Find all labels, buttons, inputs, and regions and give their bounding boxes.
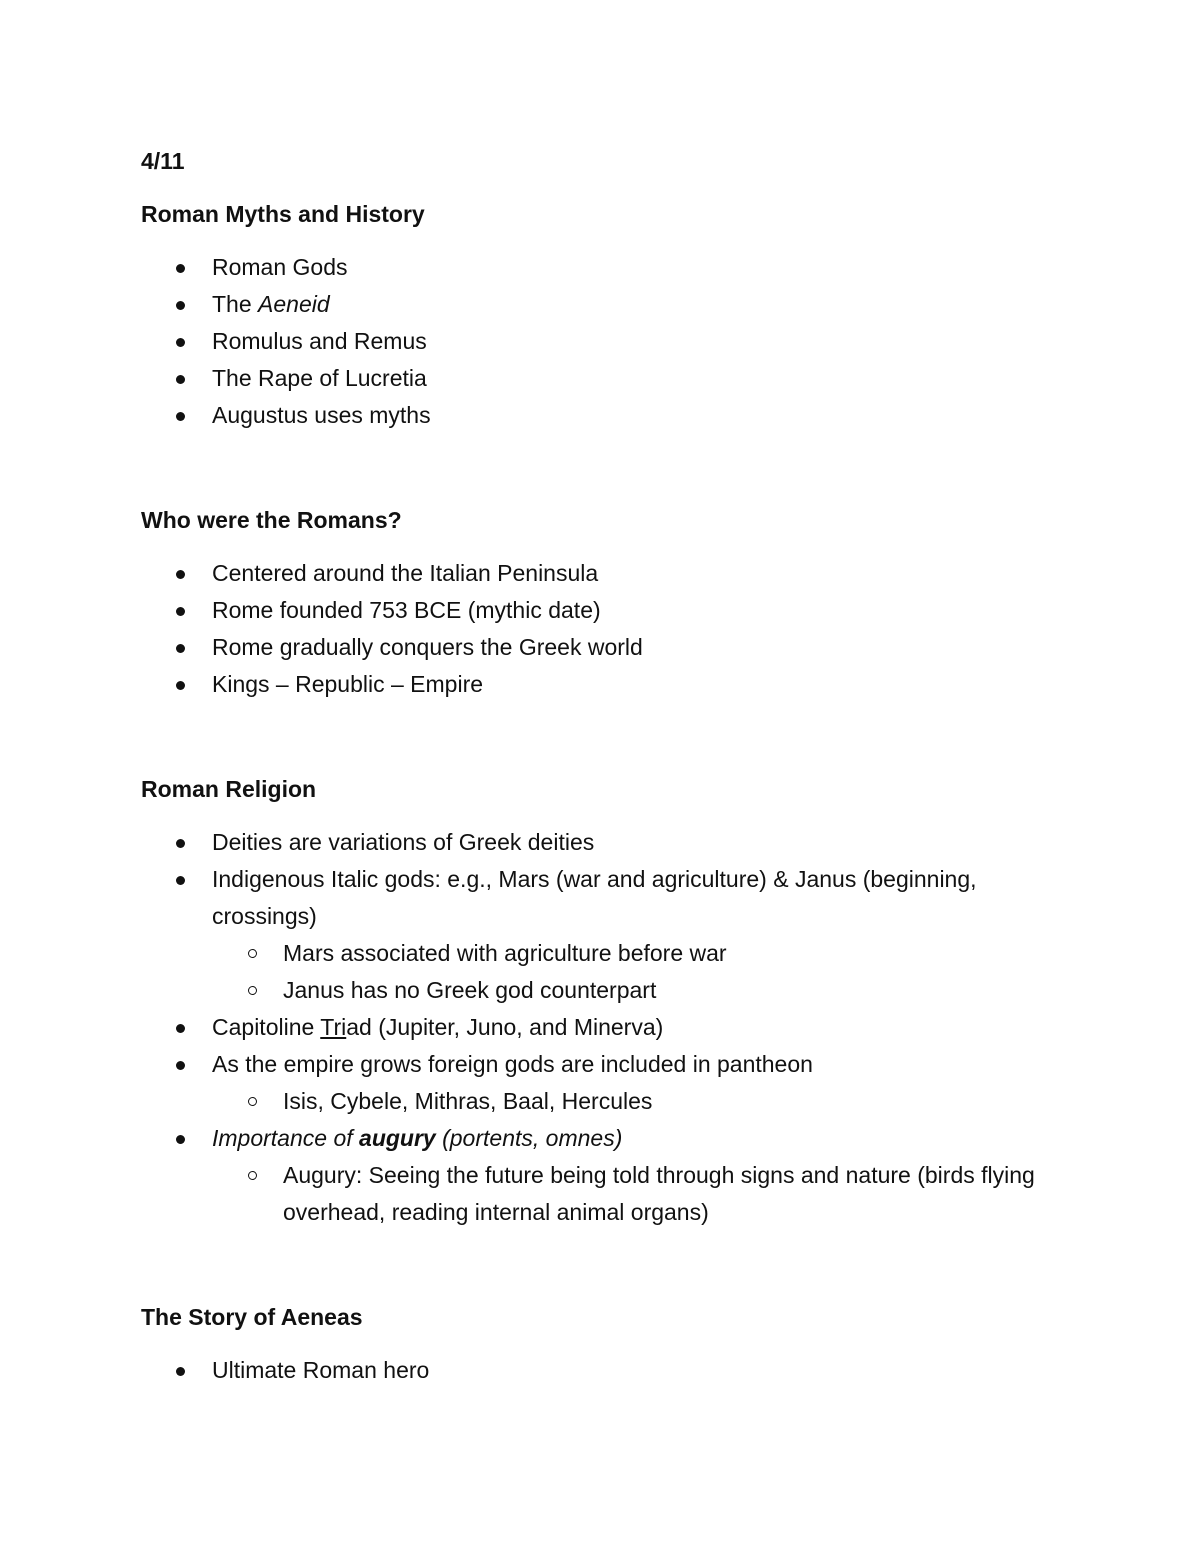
bullet-icon [176, 375, 185, 384]
section-heading-roman-myths: Roman Myths and History [141, 201, 425, 227]
list-item: The Rape of Lucretia [141, 360, 1061, 397]
section-heading-story-of-aeneas: The Story of Aeneas [141, 1304, 363, 1330]
list-item: As the empire grows foreign gods are included in pantheon Isis, Cybele, Mithras, Baal, Hercules [141, 1046, 1061, 1120]
sub-list-italic-gods [212, 935, 1061, 1009]
list-item: Ultimate Roman hero [141, 1352, 1061, 1389]
bullet-list-roman-religion [141, 824, 1061, 1231]
bullet-icon [176, 1135, 185, 1144]
bullet-icon [176, 876, 185, 885]
list-item: Importance of augury (portents, omnes) Augury: Seeing the future being told through signs and nature (birds flying overhead, reading internal animal organs) [141, 1120, 1061, 1231]
bullet-icon [176, 839, 185, 848]
bullet-icon [176, 1367, 185, 1376]
bullet-list-story-of-aeneas [141, 1352, 1061, 1389]
bullet-icon [176, 644, 185, 653]
bullet-icon [176, 607, 185, 616]
date-label: 4/11 [141, 148, 185, 174]
list-item: Rome gradually conquers the Greek world [141, 629, 1061, 666]
notes-body [141, 143, 1061, 1389]
bullet-icon [176, 412, 185, 421]
sub-list-item: Janus has no Greek god counterpart [212, 972, 1061, 1009]
circle-bullet-icon [248, 949, 257, 958]
bullet-icon [176, 1061, 185, 1070]
bullet-icon [176, 1024, 185, 1033]
list-item: Kings – Republic – Empire [141, 666, 1061, 703]
bullet-list-roman-myths [141, 249, 1061, 434]
bullet-list-who-were-romans [141, 555, 1061, 703]
section-heading-who-were-romans: Who were the Romans? [141, 507, 402, 533]
section-heading-roman-religion: Roman Religion [141, 776, 317, 802]
sub-list-augury [212, 1157, 1061, 1231]
sub-list-foreign-gods [212, 1083, 1061, 1120]
list-item: Deities are variations of Greek deities [141, 824, 1061, 861]
sub-list-item: Augury: Seeing the future being told through signs and nature (birds flying overhead, reading internal animal organs) [212, 1157, 1061, 1231]
bullet-icon [176, 338, 185, 347]
list-item: Capitoline Triad (Jupiter, Juno, and Minerva) [141, 1009, 1061, 1046]
list-item: Centered around the Italian Peninsula [141, 555, 1061, 592]
sub-list-item: Isis, Cybele, Mithras, Baal, Hercules [212, 1083, 1061, 1120]
list-item: Romulus and Remus [141, 323, 1061, 360]
bullet-icon [176, 264, 185, 273]
list-item: Roman Gods [141, 249, 1061, 286]
circle-bullet-icon [248, 1171, 257, 1180]
bullet-icon [176, 570, 185, 579]
circle-bullet-icon [248, 986, 257, 995]
circle-bullet-icon [248, 1097, 257, 1106]
list-item: The Aeneid [141, 286, 1061, 323]
list-item: Augustus uses myths [141, 397, 1061, 434]
sub-list-item: Mars associated with agriculture before war [212, 935, 1061, 972]
bullet-icon [176, 301, 185, 310]
bullet-icon [176, 681, 185, 690]
list-item: Rome founded 753 BCE (mythic date) [141, 592, 1061, 629]
list-item: Indigenous Italic gods: e.g., Mars (war and agriculture) & Janus (beginning, crossings) Mars associated with agriculture before war Janus has no Greek god counterpart [141, 861, 1061, 1009]
